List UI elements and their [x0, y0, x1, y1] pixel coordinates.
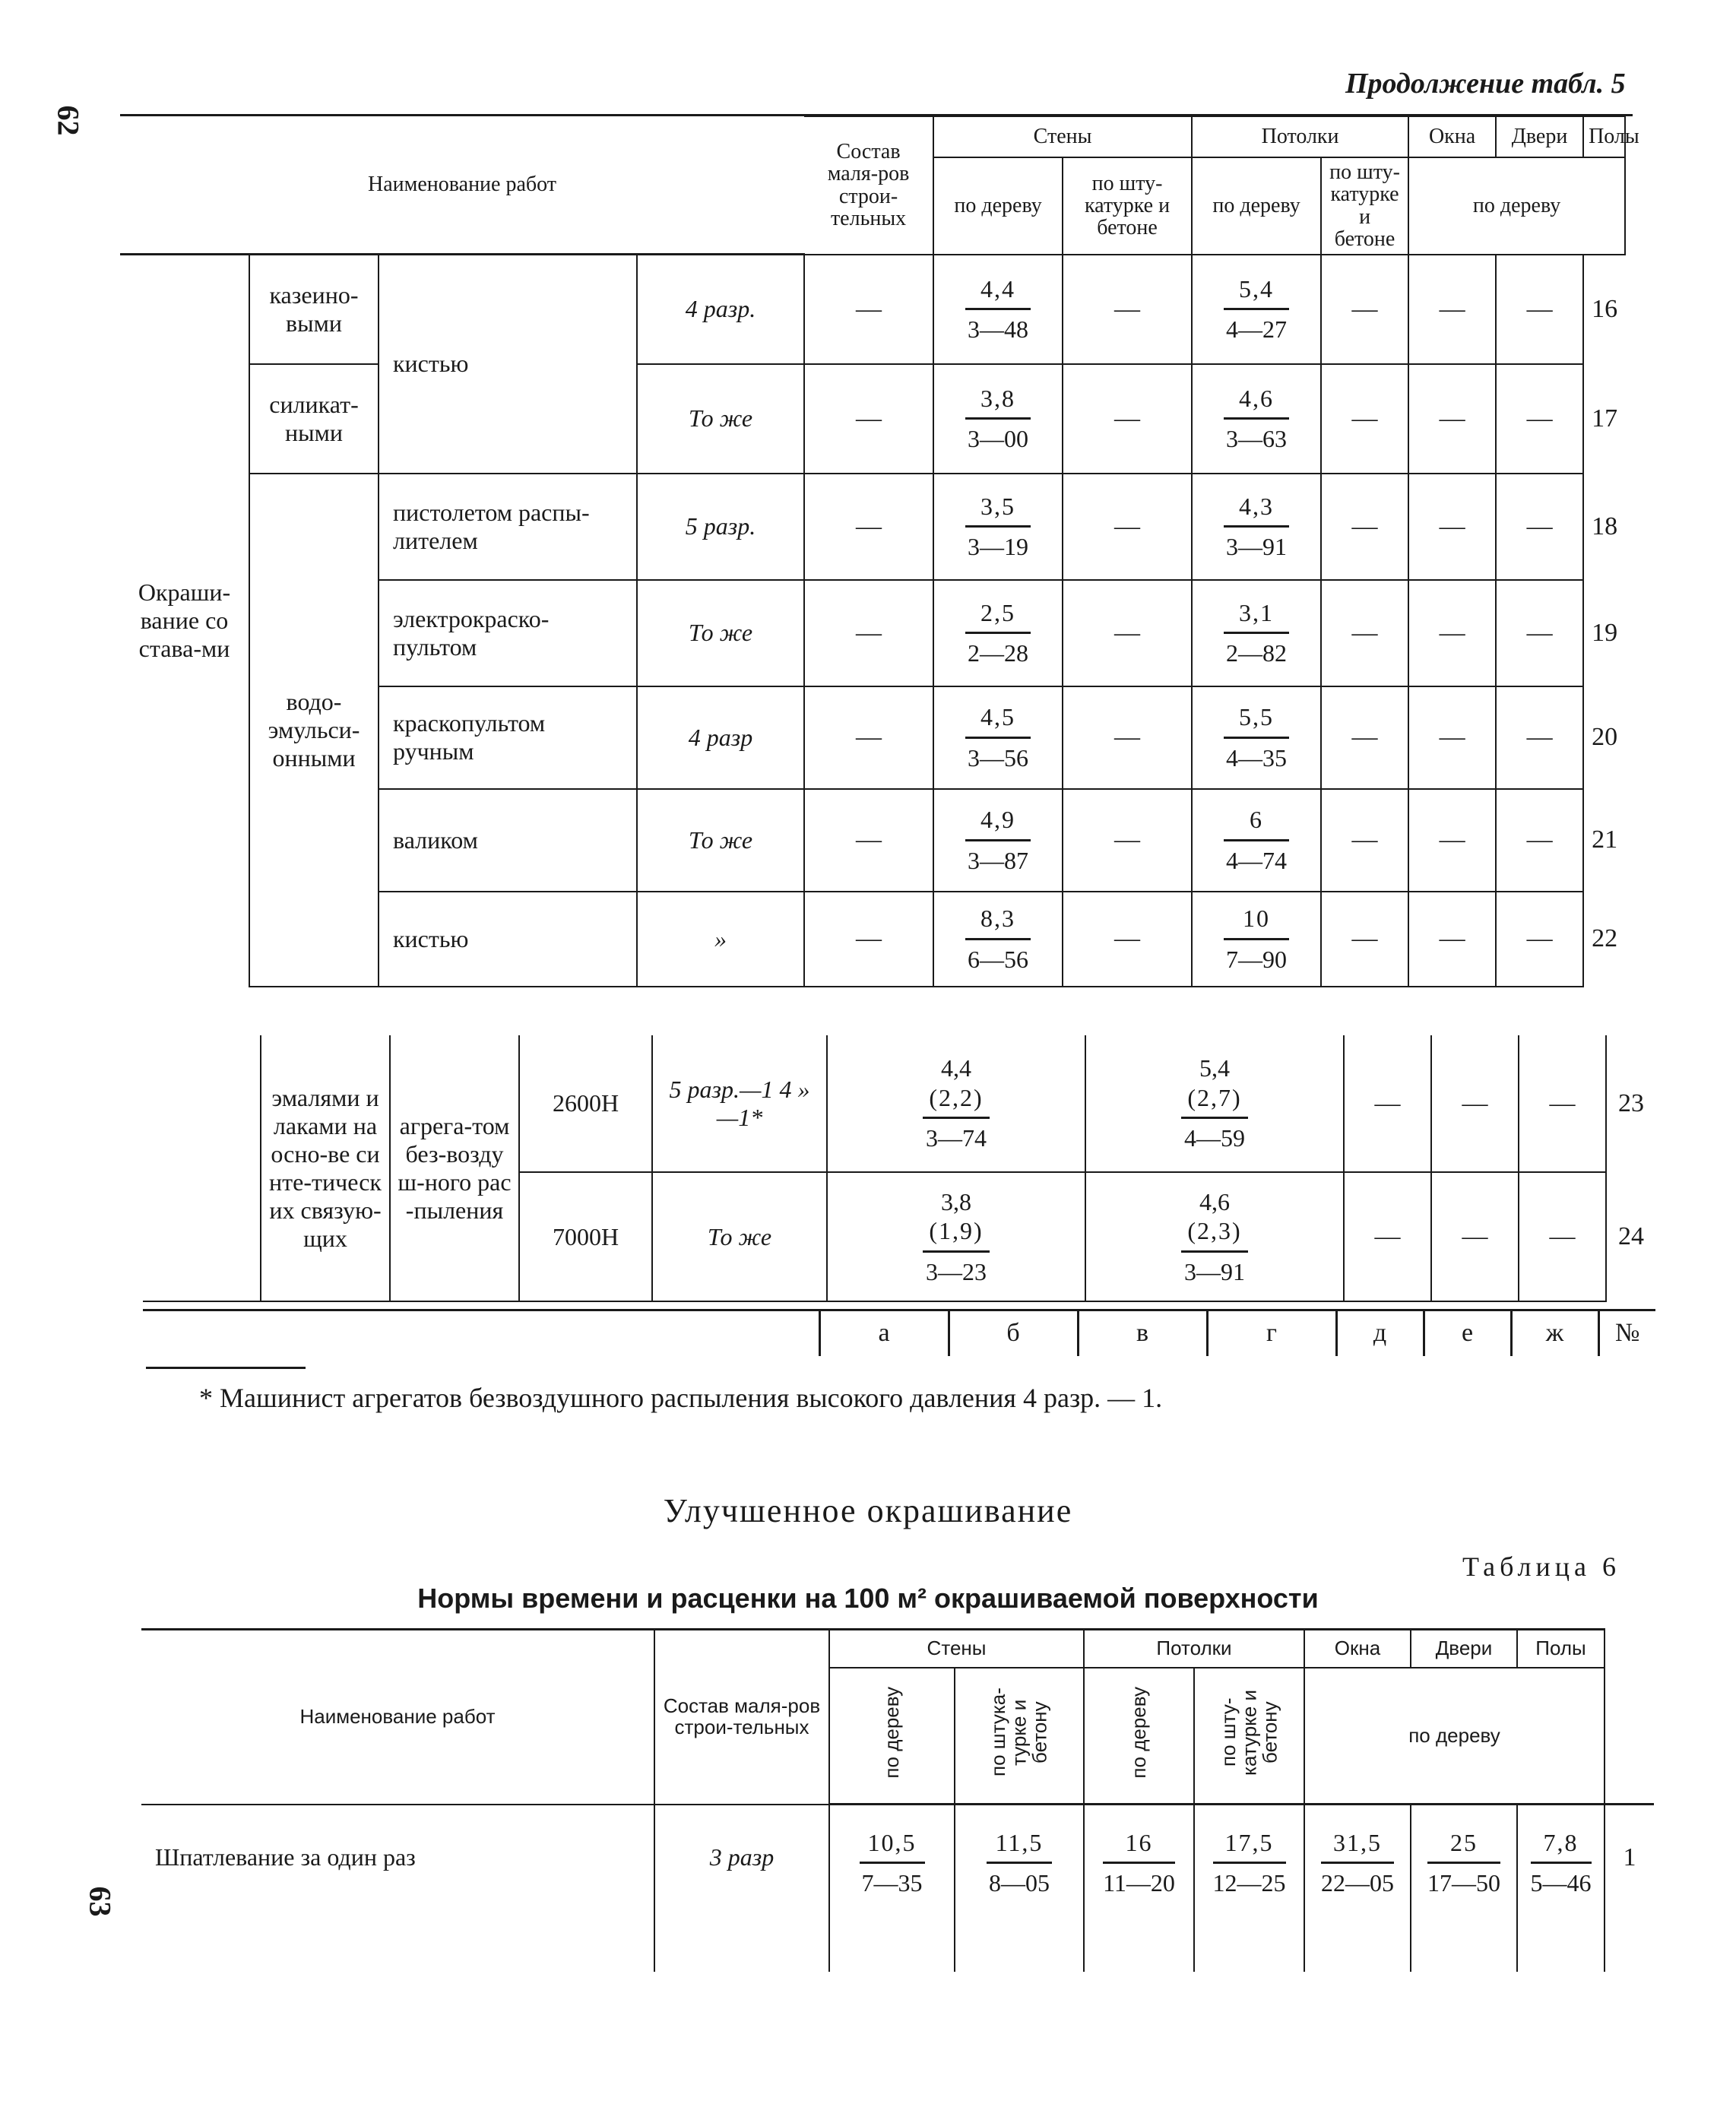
header-ceil-wood: по дереву	[1192, 157, 1321, 255]
unit: 2600Н	[519, 1035, 652, 1172]
walls-wood: —	[804, 255, 933, 364]
ceil-value	[1085, 1035, 1344, 1172]
value: 4,3	[1224, 492, 1289, 528]
walls-wood	[829, 1805, 955, 1972]
ceil-plaster	[1192, 255, 1321, 364]
letter-g: г	[1207, 1310, 1336, 1356]
page-number-bottom: 63	[83, 1886, 118, 1917]
row-number: 24	[1618, 1222, 1644, 1250]
ceil-plaster	[1192, 686, 1321, 789]
table5-part2	[143, 1035, 1655, 1302]
ceil-wood: —	[1063, 255, 1192, 364]
header-doors: Двери	[1496, 116, 1583, 157]
walls-wood: —	[804, 364, 933, 474]
floors: —	[1496, 580, 1583, 686]
price: 3—63	[1226, 425, 1288, 453]
footnote: * Машинист агрегатов безвоздушного распыления высокого давления 4 разр. — 1.	[199, 1383, 1163, 1413]
walls-value	[827, 1172, 1085, 1301]
doors: —	[1408, 686, 1496, 789]
crew: То же	[637, 580, 804, 686]
price: 7—90	[1226, 945, 1288, 973]
value: 2,5	[965, 598, 1031, 634]
walls-plaster	[933, 580, 1063, 686]
header-walls: Стены	[829, 1630, 1084, 1668]
windows	[1304, 1805, 1411, 1972]
header-ceil-plaster: по шту-катурке и бетоне	[1321, 157, 1408, 255]
letters-blank	[143, 1310, 819, 1356]
ceil-wood: —	[1063, 364, 1192, 474]
value: 3,8	[941, 1187, 971, 1215]
price: 3—91	[1184, 1257, 1245, 1285]
floors: —	[1496, 892, 1583, 987]
floors: —	[1519, 1172, 1606, 1301]
value: 10	[1224, 904, 1289, 940]
header-ceil-plaster	[1194, 1668, 1304, 1805]
price: 4—74	[1226, 846, 1288, 874]
header-blank	[1605, 1630, 1654, 1805]
column-letters	[143, 1309, 1655, 1356]
price: 5—46	[1530, 1869, 1592, 1897]
value-alt: (2,7)	[1181, 1083, 1247, 1119]
sub-casein: казеино-выми	[249, 255, 379, 364]
value: 25	[1427, 1828, 1500, 1864]
row-name: Шпатлевание за один раз	[141, 1805, 654, 1972]
floors: —	[1519, 1035, 1606, 1172]
value: 6	[1224, 805, 1289, 841]
value: 16	[1103, 1828, 1175, 1864]
ceil-wood: —	[1063, 789, 1192, 892]
method	[390, 1035, 519, 1301]
header-crew: Состав маля-ров строи-тельных	[804, 116, 933, 255]
value: 8,3	[965, 904, 1031, 940]
price: 4—35	[1226, 743, 1288, 772]
ceil-wood: —	[1063, 892, 1192, 987]
price: 3—48	[968, 315, 1029, 344]
value: 4,6	[1224, 384, 1289, 420]
letter-no: №	[1598, 1310, 1655, 1356]
windows: —	[1321, 686, 1408, 789]
header-windows: Окна	[1304, 1630, 1411, 1668]
value: 4,6	[1199, 1187, 1230, 1215]
crew: 5 разр.	[637, 474, 804, 580]
value: 3,1	[1224, 598, 1289, 634]
crew: 5 разр.—1 4 » —1*	[652, 1035, 827, 1172]
table-label: Таблица 6	[1462, 1551, 1620, 1582]
doors: —	[1408, 580, 1496, 686]
ceil-plaster	[1192, 789, 1321, 892]
price: 3—87	[968, 846, 1029, 874]
walls-plaster	[933, 789, 1063, 892]
unit: 7000Н	[519, 1172, 652, 1301]
row-number: 21	[1592, 826, 1618, 854]
method-brush: кистью	[379, 255, 637, 474]
ceil-plaster	[1192, 364, 1321, 474]
header-walls-wood	[829, 1668, 955, 1805]
footnote-rule	[146, 1367, 306, 1369]
value: 4,5	[965, 702, 1031, 738]
value: 5,4	[1224, 274, 1289, 310]
row-number: 22	[1592, 924, 1618, 953]
doors	[1411, 1805, 1517, 1972]
floors	[1517, 1805, 1605, 1972]
walls-wood: —	[804, 686, 933, 789]
price: 3—19	[968, 533, 1029, 561]
doors: —	[1408, 789, 1496, 892]
row-number: 20	[1592, 723, 1618, 752]
header-floors: Полы	[1583, 116, 1625, 157]
header-walls-plaster	[955, 1668, 1084, 1805]
price: 6—56	[968, 945, 1029, 973]
price: 4—59	[1184, 1124, 1245, 1152]
header-name: Наименование работ	[141, 1630, 654, 1805]
letter-a: а	[819, 1310, 949, 1356]
header-walls-plaster: по шту-катурке и бетоне	[1063, 157, 1192, 255]
crew: То же	[637, 789, 804, 892]
table5	[120, 116, 1639, 987]
header-name: Наименование работ	[120, 116, 804, 255]
ceil-plaster	[1192, 580, 1321, 686]
letter-zh: ж	[1511, 1310, 1598, 1356]
method-text: агрега-том без-воздуш-ного рас-пыления	[398, 1111, 512, 1224]
table-caption: Нормы времени и расценки на 100 м² окрашиваемой поверхности	[417, 1583, 1319, 1614]
floors: —	[1496, 686, 1583, 789]
windows: —	[1321, 364, 1408, 474]
method: валиком	[379, 789, 637, 892]
section-title: Улучшенное окрашивание	[663, 1492, 1073, 1529]
walls-plaster	[933, 686, 1063, 789]
header-ceilings: Потолки	[1084, 1630, 1304, 1668]
group-label: Окраши-вание состава-ми	[138, 578, 231, 663]
value: 5,5	[1224, 702, 1289, 738]
walls-plaster	[933, 892, 1063, 987]
price: 4—27	[1226, 315, 1288, 344]
crew: 3 разр	[654, 1805, 829, 1972]
value: 4,9	[965, 805, 1031, 841]
blank-left	[143, 1035, 261, 1301]
windows: —	[1321, 255, 1408, 364]
letter-e: е	[1424, 1310, 1511, 1356]
windows: —	[1321, 789, 1408, 892]
header-ceil-wood	[1084, 1668, 1194, 1805]
method: кистью	[379, 892, 637, 987]
ceil-plaster	[1194, 1805, 1304, 1972]
crew: То же	[652, 1172, 827, 1301]
walls-plaster	[933, 474, 1063, 580]
price: 7—35	[861, 1869, 923, 1897]
method: электрокраско-пультом	[379, 580, 637, 686]
row-number: 23	[1618, 1089, 1644, 1117]
price: 3—23	[926, 1257, 987, 1285]
letter-d: д	[1336, 1310, 1424, 1356]
header-walls-wood: по дереву	[933, 157, 1063, 255]
doors: —	[1408, 474, 1496, 580]
price: 12—25	[1212, 1869, 1286, 1897]
walls-wood: —	[804, 474, 933, 580]
continuation-title: Продолжение табл. 5	[1345, 68, 1626, 100]
walls-wood: —	[804, 580, 933, 686]
material-text: эмалями и лаками на осно-ве синте-тических связую-щих	[269, 1083, 382, 1252]
value: 10,5	[860, 1828, 925, 1864]
header-ceilings: Потолки	[1192, 116, 1408, 157]
price: 3—56	[968, 743, 1029, 772]
method: пистолетом распы-лителем	[379, 474, 637, 580]
header-walls-plaster-text: по штука-турке и бетону	[987, 1687, 1051, 1777]
header-ceil-plaster-text: по шту-катурке и бетону	[1216, 1689, 1281, 1776]
price: 2—82	[1226, 639, 1288, 667]
windows: —	[1344, 1172, 1431, 1301]
windows: —	[1321, 580, 1408, 686]
header-ceil-wood-text: по дереву	[1126, 1686, 1150, 1779]
ceil-wood: —	[1063, 580, 1192, 686]
price: 11—20	[1103, 1869, 1175, 1897]
crew: 4 разр	[637, 686, 804, 789]
ceil-value	[1085, 1172, 1344, 1301]
header-walls-wood-text: по дереву	[879, 1686, 903, 1779]
floors: —	[1496, 364, 1583, 474]
doors: —	[1408, 892, 1496, 987]
material	[261, 1035, 390, 1301]
walls-wood: —	[804, 892, 933, 987]
ceil-plaster	[1192, 474, 1321, 580]
price: 8—05	[989, 1869, 1050, 1897]
crew: То же	[637, 364, 804, 474]
ceil-plaster	[1192, 892, 1321, 987]
floors: —	[1496, 255, 1583, 364]
doors: —	[1431, 1035, 1519, 1172]
doors: —	[1408, 255, 1496, 364]
price: 3—00	[968, 425, 1029, 453]
walls-wood: —	[804, 789, 933, 892]
ceil-wood: —	[1063, 686, 1192, 789]
method: краскопультом ручным	[379, 686, 637, 789]
sub-water: водо-эмульси-онными	[249, 474, 379, 987]
walls-plaster	[933, 364, 1063, 474]
value: 3,5	[965, 492, 1031, 528]
price: 3—91	[1226, 533, 1288, 561]
value: 4,4	[941, 1054, 971, 1082]
value: 17,5	[1213, 1828, 1286, 1864]
row-number: 18	[1592, 512, 1618, 540]
value: 7,8	[1531, 1828, 1592, 1864]
value: 5,4	[1199, 1054, 1230, 1082]
ceil-wood	[1084, 1805, 1194, 1972]
header-windows: Окна	[1408, 116, 1496, 157]
sub-silicate: силикат-ными	[249, 364, 379, 474]
value: 11,5	[987, 1828, 1052, 1864]
windows: —	[1321, 474, 1408, 580]
row-number: 19	[1592, 618, 1618, 647]
row-number: 17	[1592, 404, 1618, 433]
value-alt: (2,2)	[923, 1083, 989, 1119]
price: 2—28	[968, 639, 1029, 667]
windows: —	[1321, 892, 1408, 987]
crew: 4 разр.	[637, 255, 804, 364]
header-crew: Состав маля-ров строи-тельных	[654, 1630, 829, 1805]
letter-v: в	[1078, 1310, 1207, 1356]
table6	[141, 1628, 1654, 1972]
header-wood-group: по дереву	[1304, 1668, 1605, 1805]
value: 31,5	[1321, 1828, 1394, 1864]
walls-plaster	[933, 255, 1063, 364]
floors: —	[1496, 474, 1583, 580]
row-number: 1	[1623, 1843, 1636, 1871]
letter-b: б	[949, 1310, 1078, 1356]
walls-plaster	[955, 1805, 1084, 1972]
value-alt: (1,9)	[923, 1216, 989, 1252]
price: 22—05	[1321, 1869, 1394, 1897]
group-label-cell	[120, 255, 249, 987]
walls-value	[827, 1035, 1085, 1172]
header-walls: Стены	[933, 116, 1192, 157]
value-alt: (2,3)	[1181, 1216, 1247, 1252]
row-number: 16	[1592, 295, 1618, 324]
windows: —	[1344, 1035, 1431, 1172]
page-number-top: 62	[51, 105, 86, 136]
header-floors: Полы	[1517, 1630, 1605, 1668]
doors: —	[1408, 364, 1496, 474]
value: 3,8	[965, 384, 1031, 420]
doors: —	[1431, 1172, 1519, 1301]
ceil-wood: —	[1063, 474, 1192, 580]
price: 17—50	[1427, 1869, 1500, 1897]
crew: »	[637, 892, 804, 987]
header-doors: Двери	[1411, 1630, 1517, 1668]
header-wood-group: по дереву	[1408, 157, 1625, 255]
value: 4,4	[965, 274, 1031, 310]
floors: —	[1496, 789, 1583, 892]
price: 3—74	[926, 1124, 987, 1152]
